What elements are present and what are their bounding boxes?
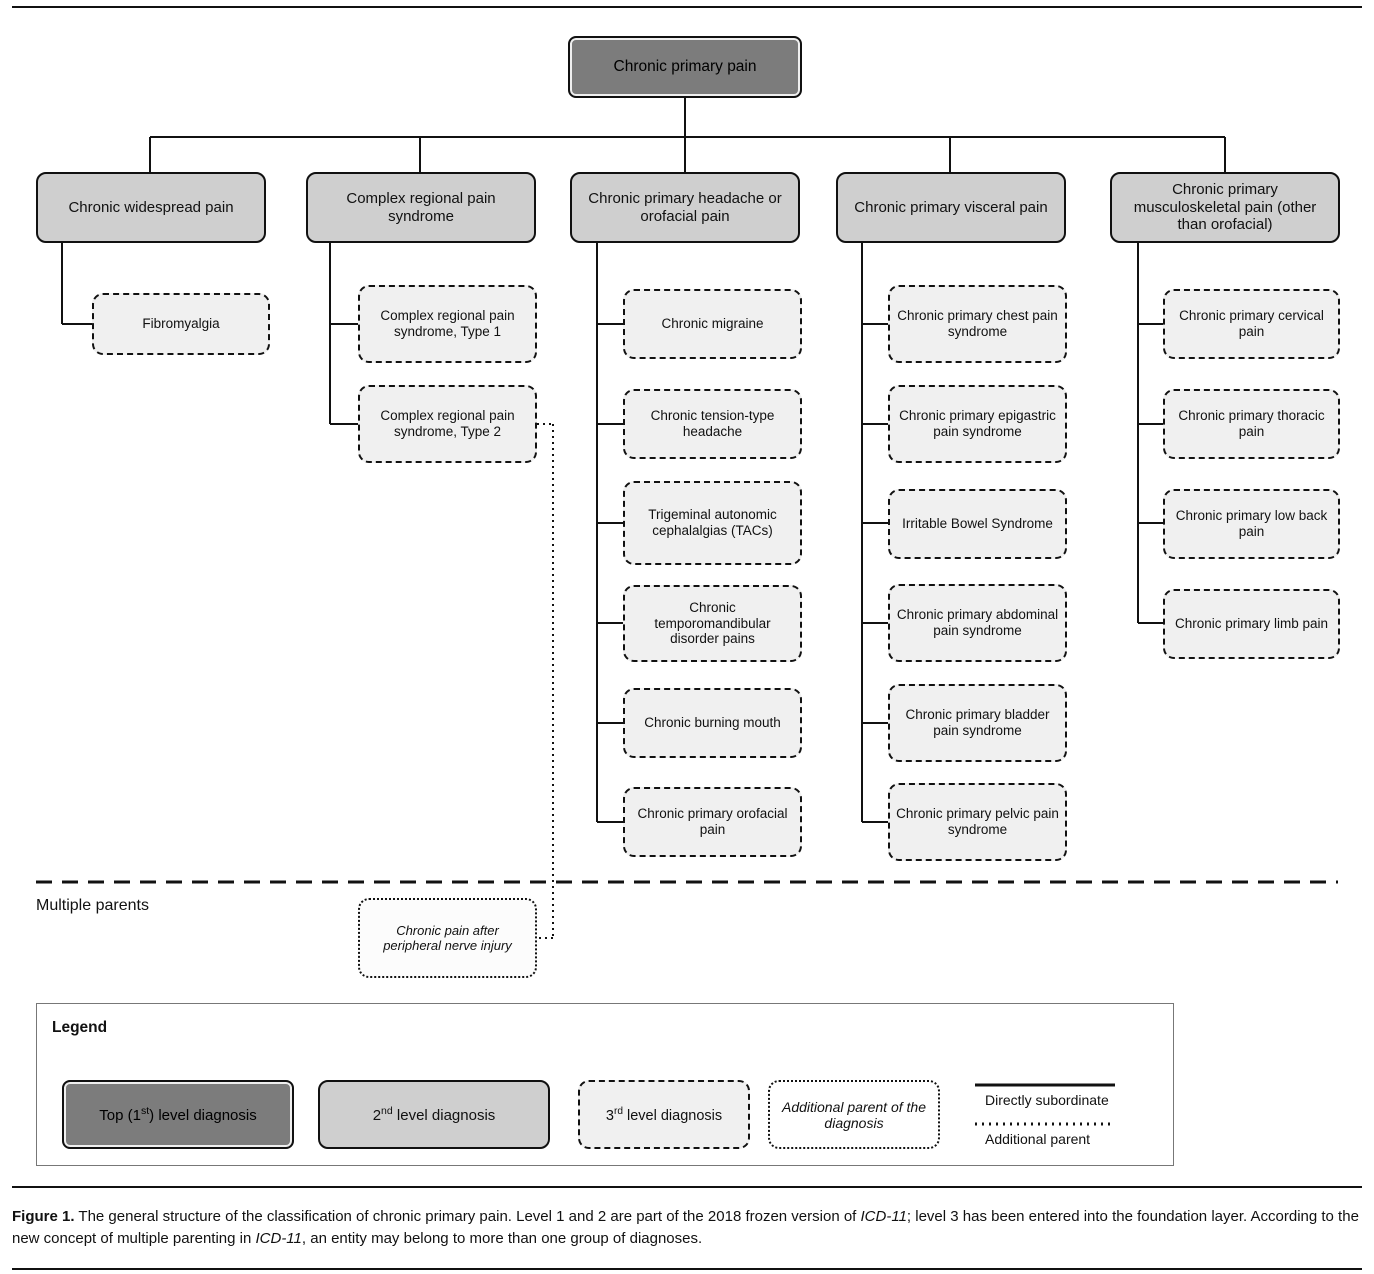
node-label: Chronic primary cervical pain [1179, 308, 1324, 339]
node-label: Chronic primary orofacial pain [637, 806, 788, 837]
node-label: Chronic primary low back pain [1175, 508, 1328, 539]
node-label: Chronic widespread pain [68, 198, 234, 216]
legend-item-third-level-diagnosis [578, 1080, 750, 1149]
node-level3-chronic-primary-thoracic-pain[interactable] [1163, 389, 1340, 459]
node-level3-chronic-primary-cervical-pain[interactable] [1163, 289, 1340, 359]
bottom-rule [12, 1268, 1362, 1270]
node-label: Chronic pain after peripheral nerve injury [383, 922, 512, 953]
legend-item-label: Additional parent of the diagnosis [782, 1098, 926, 1131]
legend-key-additional-parent: Additional parent [985, 1131, 1091, 1147]
node-label: Irritable Bowel Syndrome [902, 516, 1053, 532]
legend-item-second-level-diagnosis [318, 1080, 550, 1149]
node-label: Chronic primary pain [613, 57, 757, 75]
caption-text-2: ; level 3 has been entered into the foundation layer. According to the new concept of multiple parenting in [12, 1208, 1359, 1247]
node-level3-crps-type-2[interactable] [358, 385, 537, 463]
node-level3-crps-type-1[interactable] [358, 285, 537, 363]
node-level2-chronic-primary-visceral-pain[interactable] [836, 172, 1066, 243]
node-label: Complex regional pain syndrome, Type 1 [380, 308, 515, 339]
multiple-parents-label: Multiple parents [36, 897, 149, 914]
node-level3-chronic-primary-bladder-pain-syndrome[interactable] [888, 684, 1067, 762]
node-root-chronic-primary-pain[interactable] [568, 36, 802, 98]
legend-title: Legend [52, 1019, 108, 1036]
caption-figure-number: Figure 1. [12, 1208, 75, 1225]
node-level3-chronic-primary-low-back-pain[interactable] [1163, 489, 1340, 559]
node-level2-chronic-primary-musculoskeletal-pain[interactable] [1110, 172, 1340, 243]
node-level3-chronic-primary-abdominal-pain-syndrome[interactable] [888, 584, 1067, 662]
node-level3-chronic-primary-orofacial-pain[interactable] [623, 787, 802, 857]
node-label: Chronic primary visceral pain [854, 198, 1048, 216]
caption-text-1: The general structure of the classification of chronic primary pain. Level 1 and 2 are part of the 2018 frozen version of [74, 1208, 861, 1225]
caption-top-rule [12, 1186, 1362, 1188]
node-label: Chronic primary limb pain [1174, 616, 1329, 632]
node-label: Complex regional pain syndrome, Type 2 [380, 408, 515, 439]
node-label: Chronic primary pelvic pain syndrome [896, 806, 1059, 837]
node-label: Chronic tension-type headache [650, 408, 775, 439]
node-level3-irritable-bowel-syndrome[interactable] [888, 489, 1067, 559]
node-level3-chronic-migraine[interactable] [623, 289, 802, 359]
node-label: Chronic primary abdominal pain syndrome [896, 607, 1059, 638]
caption-italic-1: ICD-11 [860, 1208, 907, 1225]
node-level3-chronic-primary-chest-pain-syndrome[interactable] [888, 285, 1067, 363]
legend-item-label: Top (1st) level diagnosis [99, 1105, 257, 1124]
caption-text-3: , an entity may belong to more than one group of diagnoses. [301, 1229, 703, 1247]
node-label: Chronic migraine [661, 316, 764, 332]
node-label: Chronic primary musculoskeletal pain (other than orofacial) [1133, 180, 1317, 234]
node-level3-fibromyalgia[interactable] [92, 293, 270, 355]
node-level3-trigeminal-autonomic-cephalalgias[interactable] [623, 481, 802, 565]
legend-item-additional-parent [768, 1080, 940, 1149]
node-level3-chronic-burning-mouth[interactable] [623, 688, 802, 758]
node-label: Complex regional pain syndrome [346, 189, 496, 225]
node-label: Fibromyalgia [142, 316, 220, 332]
node-label: Chronic primary epigastric pain syndrome [899, 408, 1056, 439]
node-additional-parent-chronic-pain-after-peripheral-nerve-injury[interactable] [358, 898, 537, 978]
node-level3-chronic-primary-limb-pain[interactable] [1163, 589, 1340, 659]
legend-item-top-level-diagnosis [62, 1080, 294, 1149]
legend-item-label: 2nd level diagnosis [372, 1105, 496, 1124]
node-label: Chronic primary thoracic pain [1178, 408, 1325, 439]
node-label: Chronic primary headache or orofacial pain [588, 189, 782, 225]
node-level3-chronic-primary-epigastric-pain-syndrome[interactable] [888, 385, 1067, 463]
node-label: Chronic primary chest pain syndrome [897, 308, 1058, 339]
caption-italic-2: ICD-11 [255, 1229, 302, 1247]
node-label: Chronic burning mouth [644, 715, 781, 731]
legend-item-label: 3rd level diagnosis [605, 1105, 723, 1124]
node-label: Chronic temporomandibular disorder pains [654, 599, 771, 647]
node-level3-chronic-temporomandibular-disorder-pains[interactable] [623, 585, 802, 662]
node-level2-chronic-widespread-pain[interactable] [36, 172, 266, 243]
node-level2-chronic-primary-headache-or-orofacial-pain[interactable] [570, 172, 800, 243]
figure-caption [12, 1206, 1362, 1250]
node-level3-chronic-tension-type-headache[interactable] [623, 389, 802, 459]
node-level2-complex-regional-pain-syndrome[interactable] [306, 172, 536, 243]
node-label: Chronic primary bladder pain syndrome [905, 707, 1050, 738]
node-label: Trigeminal autonomic cephalalgias (TACs) [648, 507, 777, 538]
node-level3-chronic-primary-pelvic-pain-syndrome[interactable] [888, 783, 1067, 861]
legend-key-directly-subordinate: Directly subordinate [985, 1092, 1109, 1108]
